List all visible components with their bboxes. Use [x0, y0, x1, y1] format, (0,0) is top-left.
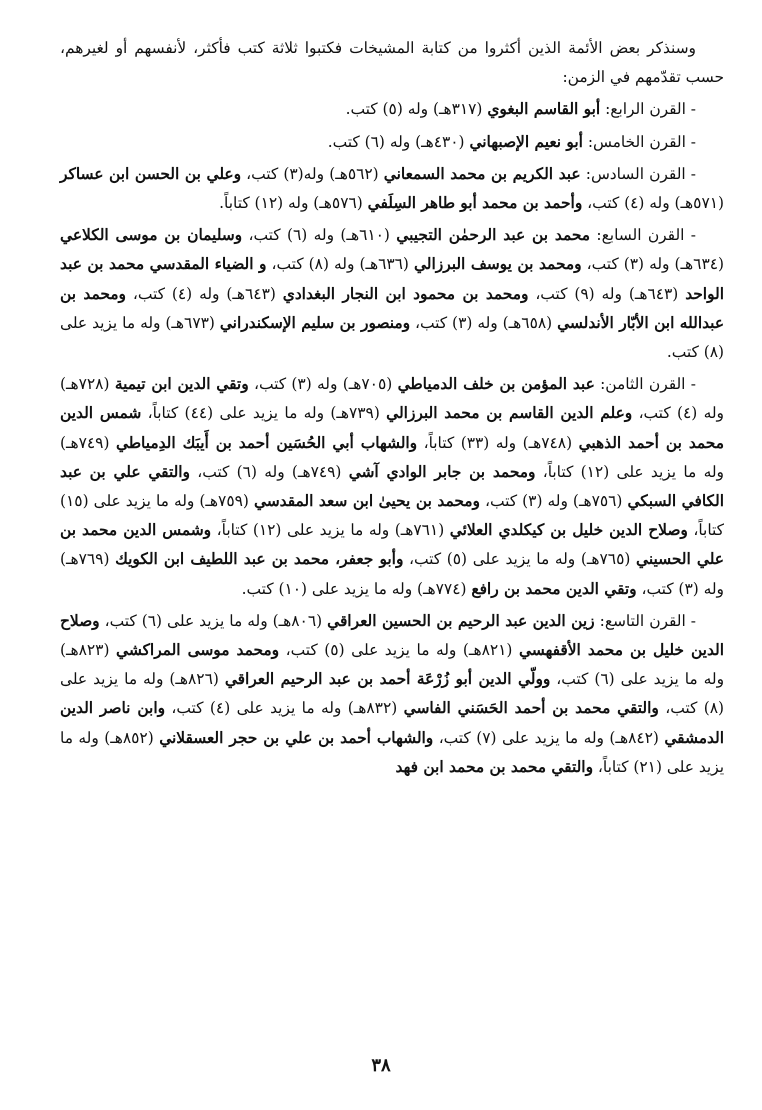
scholar-name: وصلاح الدين خليل بن كيكلدي العلائي — [449, 521, 688, 540]
scholar-name: عبد المؤمن بن خلف الدمياطي — [397, 375, 595, 394]
scholar-name: أبو نعيم الإصبهاني — [469, 132, 583, 151]
text-segment: (٦٣٦هـ) وله (٨) كتب، — [266, 255, 414, 274]
scholar-name: والشهاب أحمد بن علي بن حجر العسقلاني — [159, 728, 434, 747]
text-segment: (٧٥٩هـ) وله ما يزيد على (١٥) كتاباً، — [60, 492, 725, 540]
text-segment: (٧٣٩هـ) وله ما يزيد على (٤٤) كتاباً، — [141, 404, 387, 423]
text-segment: (٥٧٦هـ) وله (١٢) كتاباً. — [219, 194, 368, 213]
scholar-name: ومحمد بن يوسف البرزالي — [413, 255, 582, 274]
text-segment: (٦٣٤هـ) وله (٣) كتب، — [581, 255, 724, 274]
scholar-name: ومحمد موسى المراكشي — [116, 641, 280, 660]
scholar-name: وشمس الدين محمد بن علي الحسيني — [60, 521, 724, 569]
scholar-name: ومحمد بن يحيىٰ ابن سعد المقدسي — [253, 492, 480, 511]
text-segment: (٨٣٢هـ) وله ما يزيد على (٤) كتب، — [165, 699, 404, 718]
scholar-name: وصلاح الدين خليل بن محمد الأقفهسي — [60, 611, 725, 660]
scholar-name: والتقي محمد بن محمد ابن فهد — [395, 757, 594, 776]
century-9-entry — [60, 607, 724, 782]
text-segment: (٦٧٣هـ) وله ما يزيد على (٨) كتب. — [60, 313, 724, 362]
text-segment: (٨٤٢هـ) وله ما يزيد على (٧) كتب، — [433, 728, 665, 747]
scholar-name: عبد الكريم بن محمد السمعاني — [383, 164, 581, 183]
text-segment: - القرن الرابع: — [600, 100, 696, 119]
text-segment: (٧٠٥هـ) وله (٣) كتب، — [248, 375, 398, 394]
scholar-name: وعلم الدين القاسم بن محمد البرزالي — [386, 404, 633, 423]
text-segment: (٧٢٨هـ) وله (٤) كتب، — [60, 375, 724, 423]
text-segment: (٣١٧هـ) وله (٥) كتب. — [345, 100, 488, 119]
scholar-name: شمس الدين محمد بن أحمد الذهبي — [60, 404, 724, 452]
scholar-name: أبو القاسم البغوي — [487, 100, 601, 119]
text-segment: (٧٦١هـ) وله ما يزيد على (١٢) كتاباً، — [211, 521, 450, 540]
text-segment: (٧٥٦هـ) وله (٣) كتب، — [479, 492, 628, 511]
scholar-name: والتقي علي بن عبد الكافي السبكي — [60, 462, 725, 511]
text-segment: - القرن التاسع: — [594, 611, 696, 630]
scholar-name: ومحمد بن محمود ابن النجار البغدادي — [282, 284, 529, 303]
century-7-entry — [60, 221, 724, 367]
century-6-entry — [60, 160, 724, 218]
scholar-name: ومنصور بن سليم الإسكندراني — [219, 313, 411, 332]
text-segment: (٧٤٩هـ) وله ما يزيد على (١٢) كتاباً، — [60, 433, 724, 481]
scholar-name: والشهاب أبي الحُسَين أحمد بن أَيبَك الدِمياطي — [115, 433, 418, 452]
scholar-name: وولّي الدين أبو زُرْعَة أحمد بن عبد الرحيم العراقي — [224, 670, 551, 689]
scholar-name: والتقي محمد بن أحمد الحَسَني الفاسي — [403, 699, 659, 718]
scholar-name: وتقي الدين ابن تيمية — [114, 375, 249, 394]
text-segment: - القرن السابع: — [590, 226, 697, 245]
text-segment: (٦١٠هـ) وله (٦) كتب، — [242, 226, 397, 245]
scholar-name: وابن ناصر الدين الدمشقي — [60, 699, 724, 747]
text-segment: (٤٣٠هـ) وله (٦) كتب. — [327, 132, 470, 151]
page-number: ٣٨ — [371, 1055, 391, 1076]
text-segment: (٧٤٨هـ) وله (٣٣) كتاباً، — [417, 433, 579, 452]
text-segment: (٦٤٣هـ) وله (٤) كتب، — [125, 284, 283, 303]
text-segment: (٨٥٢هـ) وله ما يزيد على (٢١) كتاباً، — [60, 728, 724, 776]
scholar-name: وأحمد بن محمد أبو طاهر السِلَفي — [367, 194, 583, 213]
century-8-entry — [60, 370, 724, 604]
scholar-name: وتقي الدين محمد بن رافع — [471, 579, 637, 598]
century-5-entry — [60, 128, 724, 157]
text-segment: (٦٥٨هـ) وله (٣) كتب، — [410, 313, 558, 332]
century-4-entry — [60, 95, 724, 124]
text-segment: (٨٠٦هـ) وله ما يزيد على (٦) كتب، — [99, 611, 328, 630]
page-body — [60, 34, 724, 785]
scholar-name: ومحمد بن عبدالله ابن الأبّار الأندلسي — [60, 284, 725, 332]
text-segment: (٥٧١هـ) وله (٤) كتب، — [582, 194, 724, 213]
text-segment: (٨٢١هـ) وله ما يزيد على (٥) كتب، — [279, 641, 519, 660]
text-segment: (٧٦٩هـ) وله (٣) كتب، — [60, 550, 724, 598]
text-segment: - القرن السادس: — [580, 164, 697, 183]
intro-paragraph — [60, 34, 724, 92]
text-segment: (٦٤٣هـ) وله (٩) كتب، — [528, 284, 686, 303]
text-segment: (٧٤٩هـ) وله (٦) كتب، — [189, 462, 349, 481]
scholar-name: وسليمان بن موسى الكلاعي — [60, 226, 243, 245]
text-segment: - القرن الثامن: — [594, 375, 697, 394]
scholar-name: زين الدين عبد الرحيم بن الحسين العراقي — [327, 611, 595, 630]
text-segment: وسنذكر بعض الأئمة الذين أكثروا من كتابة المشيخات فكتبوا ثلاثة كتب فأكثر، لأنفسهم أو لغيرهم، حسب تقدّمهم في الزمن: — [60, 39, 724, 87]
scholar-name: وعلي بن الحسن ابن عساكر — [60, 164, 242, 183]
text-segment: (٨٢٦هـ) وله ما يزيد على (٨) كتب، — [60, 670, 725, 718]
scholar-name: وأبو جعفر، محمد بن عبد اللطيف ابن الكويك — [115, 550, 404, 569]
text-segment: (٥٦٢هـ) وله(٣) كتب، — [241, 164, 384, 183]
text-segment: (٨٢٣هـ) وله ما يزيد على (٦) كتب، — [60, 641, 725, 689]
text-segment: - القرن الخامس: — [582, 132, 696, 151]
scholar-name: ومحمد بن جابر الوادي آشي — [348, 462, 536, 481]
scholar-name: و الضياء المقدسي محمد بن عبد الواحد — [60, 255, 725, 303]
text-segment: (٧٦٥هـ) وله ما يزيد على (٥) كتب، — [403, 550, 637, 569]
scholar-name: محمد بن عبد الرحمٰن التجيبي — [396, 226, 591, 245]
text-segment: (٧٧٤هـ) وله ما يزيد على (١٠) كتب. — [241, 579, 472, 598]
